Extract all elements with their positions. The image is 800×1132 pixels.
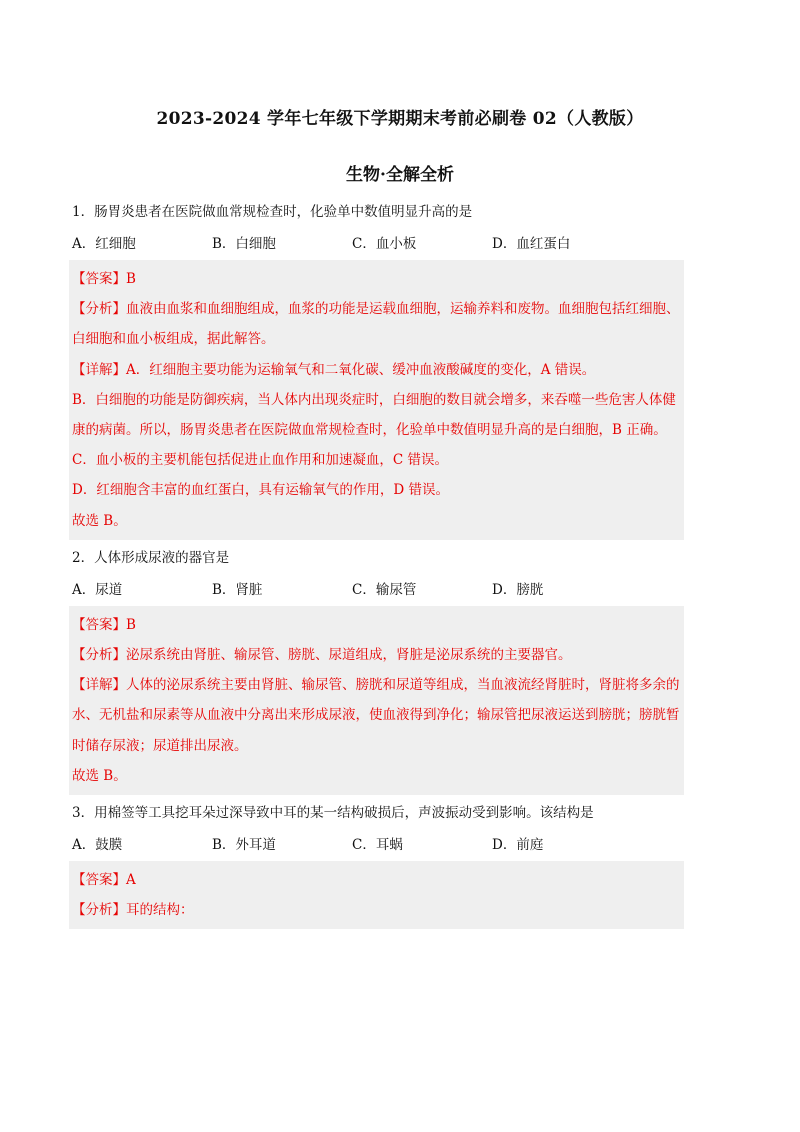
- option-b: B．白细胞: [212, 236, 276, 252]
- option-a: A．鼓膜: [72, 837, 123, 854]
- option-d: D．膀胱: [492, 581, 544, 598]
- solution-box: [69, 606, 684, 795]
- detail-text: 【详解】A．红细胞主要功能为运输氧气和二氧化碳、缓冲血液酸碱度的变化，A 错误。: [72, 361, 596, 378]
- option-b: B．外耳道: [212, 837, 276, 854]
- option-c: C．耳蜗: [352, 837, 403, 854]
- question-stem: 1．肠胃炎患者在医院做血常规检查时，化验单中数值明显升高的是: [72, 204, 473, 220]
- question-options: [72, 232, 684, 254]
- detail-text: B．白细胞的功能是防御疾病，当人体内出现炎症时，白细胞的数目就会增多，来吞噬一些危害人体健康的病菌。所以，肠胃炎患者在医院做血常规检查时，化验单中数值明显升高的是白细胞，B 正确。: [72, 391, 676, 439]
- question-options: [72, 578, 684, 600]
- answer-line: 【答案】B: [72, 616, 136, 633]
- detail-text: C．血小板的主要机能包括促进止血作用和加速凝血，C 错误。: [72, 452, 448, 469]
- analysis-text: 【分析】耳的结构：: [72, 902, 194, 919]
- question-3: [72, 803, 684, 929]
- question-2: [72, 548, 684, 795]
- option-a: A．尿道: [72, 581, 123, 598]
- option-c: C．输尿管: [352, 581, 417, 598]
- option-c: C．血小板: [352, 236, 417, 252]
- answer-line: 【答案】B: [72, 271, 136, 287]
- option-b: B．肾脏: [212, 581, 263, 598]
- analysis-text: 【分析】泌尿系统由肾脏、输尿管、膀胱、尿道组成，肾脏是泌尿系统的主要器官。: [72, 647, 572, 664]
- option-d: D．血红蛋白: [492, 236, 571, 252]
- detail-text: D．红细胞含丰富的血红蛋白，具有运输氧气的作用，D 错误。: [72, 482, 449, 499]
- question-options: [72, 833, 684, 855]
- question-stem: 3．用棉签等工具挖耳朵过深导致中耳的某一结构破损后，声波振动受到影响。该结构是: [72, 805, 594, 822]
- solution-box: [69, 861, 684, 929]
- question-1: [72, 202, 684, 540]
- option-a: A．红细胞: [72, 236, 136, 252]
- page-subtitle: 生物·全解全析: [346, 165, 454, 185]
- answer-line: 【答案】A: [72, 872, 136, 889]
- solution-box: [69, 260, 684, 540]
- conclusion-text: 故选 B。: [72, 767, 127, 784]
- detail-text: 【详解】人体的泌尿系统主要由肾脏、输尿管、膀胱和尿道等组成，当血液流经肾脏时，肾脏将多余的水、无机盐和尿素等从血液中分离出来形成尿液，使血液得到净化；输尿管把尿液运送到膀胱；膀胱暂时储存尿液；尿道排出尿液。: [72, 677, 680, 754]
- question-list: [72, 202, 684, 937]
- page-title: 2023-2024 学年七年级下学期期末考前必刷卷 02（人教版）: [156, 109, 644, 129]
- question-stem: 2．人体形成尿液的器官是: [72, 549, 230, 566]
- option-d: D．前庭: [492, 837, 544, 854]
- analysis-text: 【分析】血液由血浆和血细胞组成，血浆的功能是运载血细胞，运输养料和废物。血细胞包括红细胞、白细胞和血小板组成，据此解答。: [72, 301, 680, 348]
- conclusion-text: 故选 B。: [72, 512, 127, 529]
